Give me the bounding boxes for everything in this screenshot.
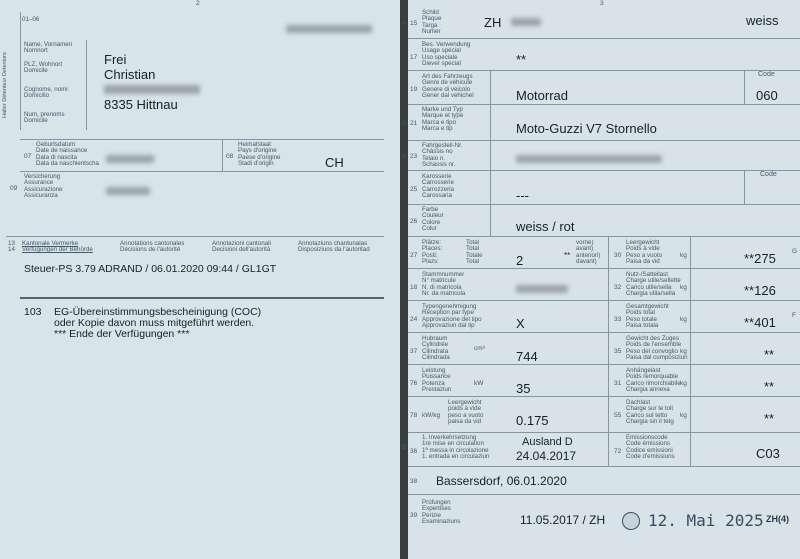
usage-value: **	[516, 52, 527, 67]
field-number-55: 55	[614, 412, 622, 419]
section-letter-f: F	[792, 312, 796, 319]
field-code: 01–06	[22, 16, 40, 23]
total-weight-labels: Gesamtgewicht Poids total Peso totale Paisa totala	[626, 303, 669, 330]
body-labels: Karosserie Carrosserie Carrozzeria Carossaria	[422, 173, 454, 200]
body-value: ---	[516, 188, 529, 203]
seats-front: **	[564, 251, 571, 260]
cm3-unit: cm³	[474, 345, 485, 352]
roof-load: **	[764, 411, 775, 426]
power: 35	[516, 381, 531, 396]
kw-unit: kW	[474, 380, 484, 387]
num-labels: Num, prenoms Domicile	[24, 111, 65, 125]
field-number-35: 35	[614, 348, 622, 355]
field-number-78: 78	[410, 412, 418, 419]
examination-labels: Prüfungen Expertises Perizie Examinaziuns	[422, 499, 461, 526]
page-mark: 3	[600, 0, 604, 7]
page-mark: 2	[196, 0, 200, 7]
redacted-street	[104, 85, 200, 94]
holder-name: Frei	[104, 52, 127, 67]
kind-labels: Art des Fahrzeugs Genre de véhicule Genere di veicolo Gener dal vehichel	[422, 73, 474, 100]
field-number-17: 17	[410, 54, 418, 61]
issue-place-date: Bassersdorf, 06.01.2020	[436, 474, 567, 488]
field-number-33: 33	[614, 316, 622, 323]
field-number-72: 72	[614, 448, 622, 455]
name-labels: Name, Vornamen Nomnort	[24, 41, 73, 55]
annotation-code-103: 103	[24, 306, 42, 318]
section-letter-b: B	[402, 444, 407, 451]
field-number-25: 25	[410, 186, 418, 193]
section-letter-e: E	[402, 153, 407, 160]
field-number-36: 36	[410, 448, 418, 455]
field-number-39: 39	[410, 512, 418, 519]
field-number-19: 19	[410, 86, 418, 93]
make-labels: Marke und Typ Marque et type Marca e tipo Marca e tip	[422, 106, 464, 133]
seats-total-labels: Total Total Totale Total	[466, 239, 483, 266]
origin-labels: Heimatstaat Pays d'origine Paese d'origine Stadi d'origin	[238, 141, 281, 168]
field-number-32: 32	[614, 284, 622, 291]
field-number-09: 09	[10, 185, 18, 192]
empty-weight-labels: Leergewicht Poids à vide Peso a vuoto Paisa da vid	[626, 239, 663, 266]
body-code-header: Code	[760, 171, 777, 178]
total-weight: **401	[744, 315, 776, 330]
birth-labels: Geburtsdatum Date de naissance Data di nascita Data da naschientscha	[36, 141, 99, 168]
canton-seal-icon	[622, 512, 640, 530]
field-number-08: 08	[226, 153, 234, 160]
usage-labels: Bes. Verwendung Usage spécial Uso speciale Diever special	[422, 41, 471, 68]
cantonal-labels-rm: Annotaziuns chantunalas Disposiziuns da l'autoritad	[298, 240, 370, 254]
field-number-38: 38	[410, 478, 418, 485]
holder-vertical-label: Halter Détenteur Detentore	[2, 51, 8, 118]
insurance-labels: Versicherung Assurance Assicurazione Assicuranza	[24, 173, 63, 200]
redacted-birthdate	[106, 155, 154, 163]
power-ratio: 0.175	[516, 413, 549, 428]
kind-code: 060	[756, 88, 778, 103]
kg-unit: kg	[680, 284, 687, 291]
matricule-labels: Stammnummer N° matricule N. di matricola Nr. da matricula	[422, 271, 466, 298]
holder-firstname: Christian	[104, 67, 156, 82]
seats-labels: Plätze: Places: Posti: Plazs:	[422, 239, 443, 266]
train-weight-labels: Gewicht des Zuges Poids de l'ensemble Peso del convoglio Paisa dal cumposiziun	[626, 335, 688, 362]
power-labels: Leistung Puissance Potenza Prestaziun	[422, 367, 452, 394]
first-registration-labels: 1. Inverkehrsetzung 1re mise en circulation 1ª messa in circolazione 1. entrada en circulaziun	[422, 434, 490, 461]
kg-unit: kg	[680, 348, 687, 355]
field-number-15: 15	[410, 20, 418, 27]
kw-per-kg-unit: kW/kg	[422, 412, 441, 419]
plate-canton: ZH	[484, 15, 502, 30]
section-letter-g: G	[792, 248, 798, 255]
train-weight: **	[764, 347, 775, 362]
payload-labels: Nutz-/Sattellast Charge utile/sellette Carico utile/sella Chargia utila/sella	[626, 271, 681, 298]
field-number-07: 07	[24, 153, 32, 160]
redacted-chassis-number	[516, 155, 662, 163]
color-labels: Farbe Couleur Colore Colur	[422, 206, 444, 233]
domicile-labels: PLZ, Wohnort Domicile	[24, 61, 63, 75]
right-page	[402, 0, 800, 559]
coc-line-3: *** Ende der Verfügungen ***	[54, 328, 190, 340]
holder-city: 8335 Hittnau	[104, 97, 178, 112]
emission-code-labels: Emissionscode Code émissions Codice emissioni Code d'emissiuns	[626, 434, 675, 461]
kg-unit: kg	[680, 380, 687, 387]
make-and-type: Moto-Guzzi V7 Stornello	[516, 121, 657, 136]
type-approval: X	[516, 316, 525, 331]
field-number-37: 37	[410, 348, 418, 355]
section-letter-d: D	[402, 120, 407, 127]
origin-country: CH	[325, 155, 344, 170]
inspection-stamp-date: 12. Mai 2025	[648, 511, 764, 530]
plate-labels: Schild Plaque Targa Numer	[422, 9, 442, 36]
kg-unit: kg	[680, 412, 687, 419]
trailer-load: **	[764, 379, 775, 394]
cognome-labels: Cognome, nomi Domicilio	[24, 86, 68, 100]
vehicle-color: weiss / rot	[516, 219, 575, 234]
vehicle-kind: Motorrad	[516, 88, 569, 103]
kind-code-header: Code	[758, 71, 775, 78]
first-registration-place: Ausland D	[522, 436, 573, 448]
cylinder-capacity: 744	[516, 349, 538, 364]
plate-color: weiss	[746, 13, 779, 28]
power-ratio-labels: Leergewicht poids à vide peso a vuoto paisa da vid	[448, 399, 484, 426]
chassis-labels: Fahrgestell-Nr. Châssis no Telaio n. Schassis nr.	[422, 142, 463, 169]
examination-date: 11.05.2017 / ZH	[520, 513, 606, 527]
field-number-13-14: 13 14	[8, 240, 15, 254]
cantonal-labels-fr: Annotations cantonales Décisions de l'autorité	[120, 240, 185, 254]
roof-load-labels: Dachlast Charge sur le toit Carico sul tetto Chargia sin il tetg	[626, 399, 674, 426]
empty-weight: **275	[744, 251, 776, 266]
tax-hp-line: Steuer-PS 3.79 ADRAND / 06.01.2020 09:44 / GL1GT	[24, 263, 277, 275]
field-number-26: 26	[410, 218, 418, 225]
field-number-76: 76	[410, 380, 418, 387]
field-number-23: 23	[410, 153, 418, 160]
inspection-stamp-code: ZH(4)	[766, 514, 789, 524]
emission-code: C03	[756, 446, 780, 461]
type-approval-labels: Typengenehmigung Réception par type Approvazione del tipo Approvaziun dal tip	[422, 303, 482, 330]
seats-total: 2	[516, 253, 524, 268]
field-number-30: 30	[614, 252, 622, 259]
redacted-insurance	[106, 187, 150, 195]
redacted-plate-number	[511, 18, 541, 26]
kg-unit: kg	[680, 316, 687, 323]
trailer-load-labels: Anhängelast Poids remorquable Carico rimorchiabile Chargia annexa	[626, 367, 681, 394]
field-number-24: 24	[410, 316, 418, 323]
cylinder-labels: Hubraum Cylindrée Cilindrata Cilindrada	[422, 335, 450, 362]
field-number-21: 21	[410, 120, 418, 127]
coc-line-2: oder Kopie davon muss mitgeführt werden.	[54, 317, 255, 329]
seats-front-labels: vorne) avant) anteriori) davant)	[576, 239, 601, 266]
coc-line-1: EG-Übereinstimmungsbescheinigung (COC)	[54, 306, 262, 318]
redacted-number	[286, 25, 372, 33]
first-registration-date: 24.04.2017	[516, 449, 577, 463]
cantonal-labels-it: Annotazioni cantonali Decisioni dell'autorità	[212, 240, 271, 254]
field-number-31: 31	[614, 380, 622, 387]
cantonal-labels-de: Kantonale Vermerke Verfügungen der Behörde	[22, 240, 93, 254]
kg-unit: kg	[680, 252, 687, 259]
section-letter-a: A	[402, 20, 407, 27]
field-number-27: 27	[410, 252, 418, 259]
payload-value: **126	[744, 283, 776, 298]
redacted-matricule	[516, 285, 568, 293]
field-number-18: 18	[410, 284, 418, 291]
